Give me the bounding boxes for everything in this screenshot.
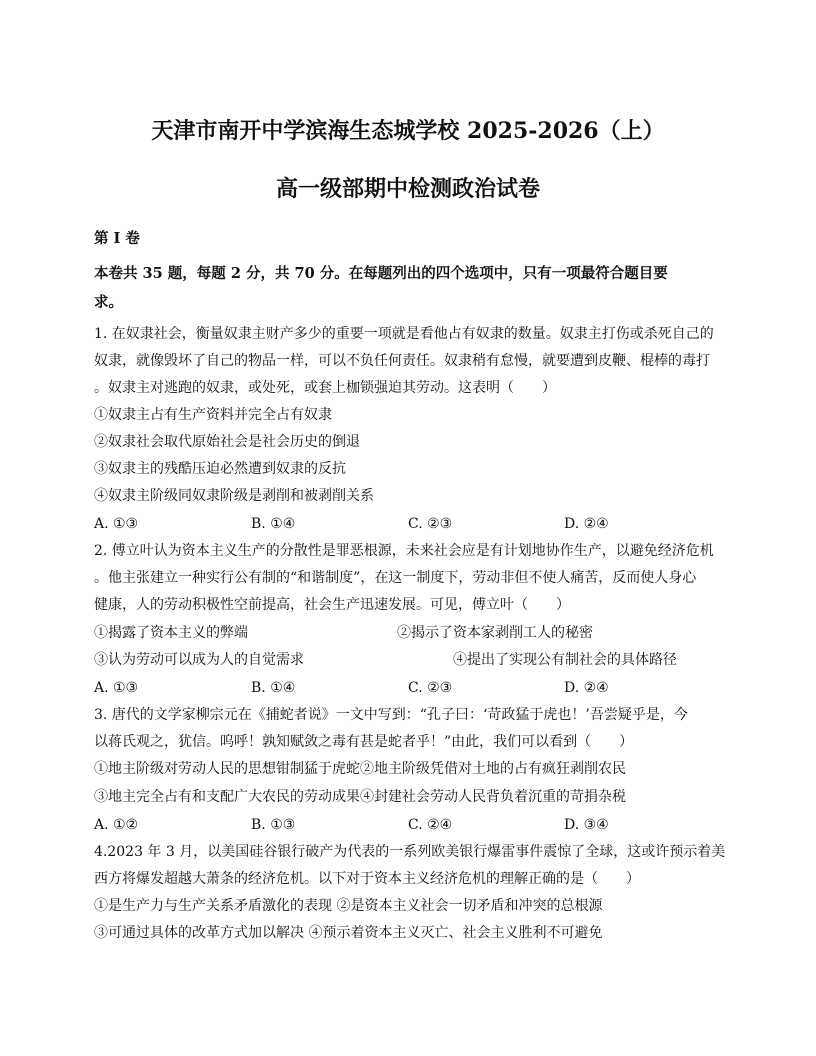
option-c: C. ②③ (408, 516, 453, 532)
statement-3: ③认为劳动可以成为人的自觉需求 (94, 652, 304, 668)
statement-4: ④奴隶主阶级同奴隶阶级是剥削和被剥削关系 (94, 488, 374, 504)
statement-3-4: ③可通过具体的改革方式加以解决 ④预示着资本主义灭亡、社会主义胜利不可避免 (94, 925, 603, 941)
option-a: A. ①② (94, 817, 139, 833)
statement-4: ④提出了实现公有制社会的具体路径 (453, 652, 677, 668)
section-instruction-line1: 本卷共 35 题，每题 2 分，共 70 分。在每题列出的四个选项中，只有一项最符合题目要 (94, 265, 668, 282)
option-a: A. ①③ (94, 516, 139, 532)
question-text-line: 。奴隶主对逃跑的奴隶，或处死，或套上枷锁强迫其劳动。这表明（ ） (94, 380, 556, 396)
option-d: D. ②④ (564, 516, 609, 532)
statement-1-2: ①是生产力与生产关系矛盾激化的表现 ②是资本主义社会一切矛盾和冲突的总根源 (94, 898, 603, 914)
question-text-line: 4.2023 年 3 月，以美国硅谷银行破产为代表的一系列欧美银行爆雷事件震惊了全球，这或许预示着美 (94, 844, 726, 860)
question-text-line: 1. 在奴隶社会，衡量奴隶主财产多少的重要一项就是看他占有奴隶的数量。奴隶主打伤或杀死自己的 (94, 326, 714, 342)
exam-title-line1: 天津市南开中学滨海生态城学校 2025-2026（上） (151, 118, 665, 144)
statement-3: ③奴隶主的残酷压迫必然遭到奴隶的反抗 (94, 461, 346, 477)
question-text-line: 以蒋氏观之，犹信。呜呼！孰知赋敛之毒有甚是蛇者乎！”由此，我们可以看到（ ） (94, 734, 634, 750)
option-b: B. ①④ (251, 516, 296, 532)
question-text-line: 健康，人的劳动积极性空前提高，社会生产迅速发展。可见，傅立叶（ ） (94, 597, 570, 613)
question-text-line: 。他主张建立一种实行公有制的“和谐制度”，在这一制度下，劳动非但不使人痛苦，反而使人身心 (94, 570, 697, 586)
option-d: D. ②④ (564, 680, 609, 696)
statement-2: ②揭示了资本家剥削工人的秘密 (397, 625, 593, 641)
section-name: 第 I 卷 (94, 230, 140, 247)
statement-3-4: ③地主完全占有和支配广大农民的劳动成果④封建社会劳动人民背负着沉重的苛捐杂税 (94, 789, 626, 805)
section-instruction-line2: 求。 (94, 294, 123, 311)
question-text-line: 奴隶，就像毁坏了自己的物品一样，可以不负任何责任。奴隶稍有怠慢，就要遭到皮鞭、棍棒的毒打 (94, 353, 710, 369)
option-c: C. ②④ (408, 817, 453, 833)
question-text-line: 3. 唐代的文学家柳宗元在《捕蛇者说》一文中写到：“孔子曰：‘苛政猛于虎也！’吾尝疑乎是，今 (94, 707, 688, 723)
option-d: D. ③④ (564, 817, 609, 833)
statement-1-2: ①地主阶级对劳动人民的思想钳制猛于虎蛇②地主阶级凭借对土地的占有疯狂剥削农民 (94, 761, 626, 777)
option-b: B. ①④ (251, 680, 296, 696)
statement-2: ②奴隶社会取代原始社会是社会历史的倒退 (94, 434, 360, 450)
statement-1: ①奴隶主占有生产资料并完全占有奴隶 (94, 407, 332, 423)
option-b: B. ①③ (251, 817, 296, 833)
statement-1: ①揭露了资本主义的弊端 (94, 625, 248, 641)
question-text-line: 2. 傅立叶认为资本主义生产的分散性是罪恶根源，未来社会应是有计划地协作生产，以避免经济危机 (94, 543, 714, 559)
option-c: C. ②③ (408, 680, 453, 696)
question-text-line: 西方将爆发超越大萧条的经济危机。以下对于资本主义经济危机的理解正确的是（ ） (94, 871, 640, 887)
exam-title-line2: 高一级部期中检测政治试卷 (275, 176, 540, 202)
option-a: A. ①③ (94, 680, 139, 696)
